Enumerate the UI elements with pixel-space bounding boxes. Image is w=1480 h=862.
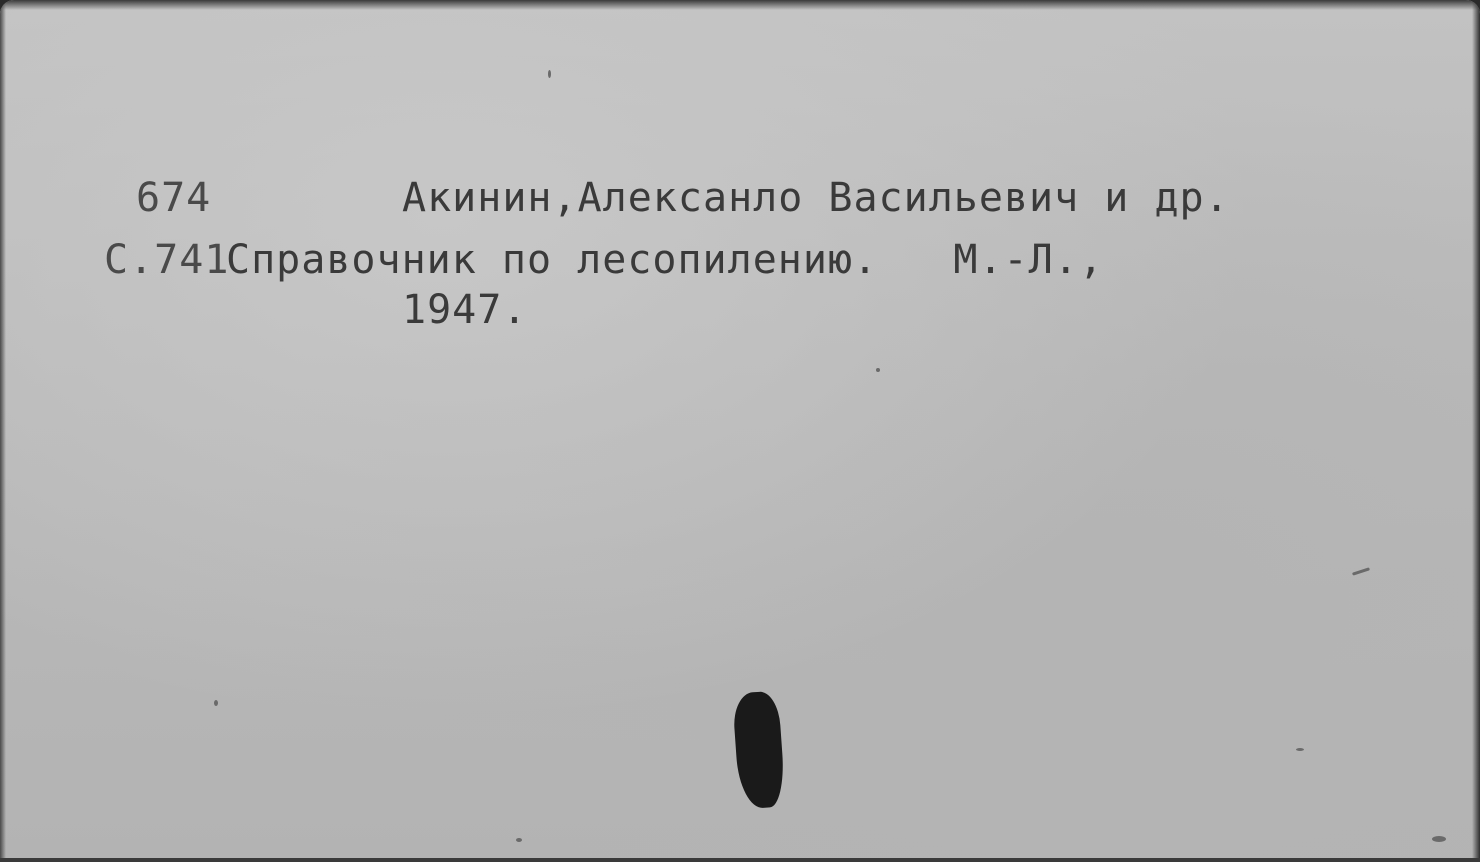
dust-speck [1296,748,1304,751]
card-left-edge [0,0,6,862]
dust-speck [1432,836,1446,842]
dust-speck [516,838,522,842]
call-number-line-1: 674 [136,175,212,221]
dust-speck [876,368,880,372]
title-line: Справочник по лесопилению. М.-Л., [226,237,1104,283]
punch-hole [732,691,786,810]
card-bottom-edge [0,858,1480,862]
author-line: Акинин,Алексанло Васильевич и др. [402,175,1230,221]
call-number-line-2: С.741 [104,237,230,283]
card-right-edge [1472,0,1480,862]
publication-year: 1947. [402,287,528,333]
dust-speck [1352,567,1370,575]
dust-speck [214,700,218,706]
dust-speck [548,70,551,78]
card-top-edge [0,0,1480,10]
